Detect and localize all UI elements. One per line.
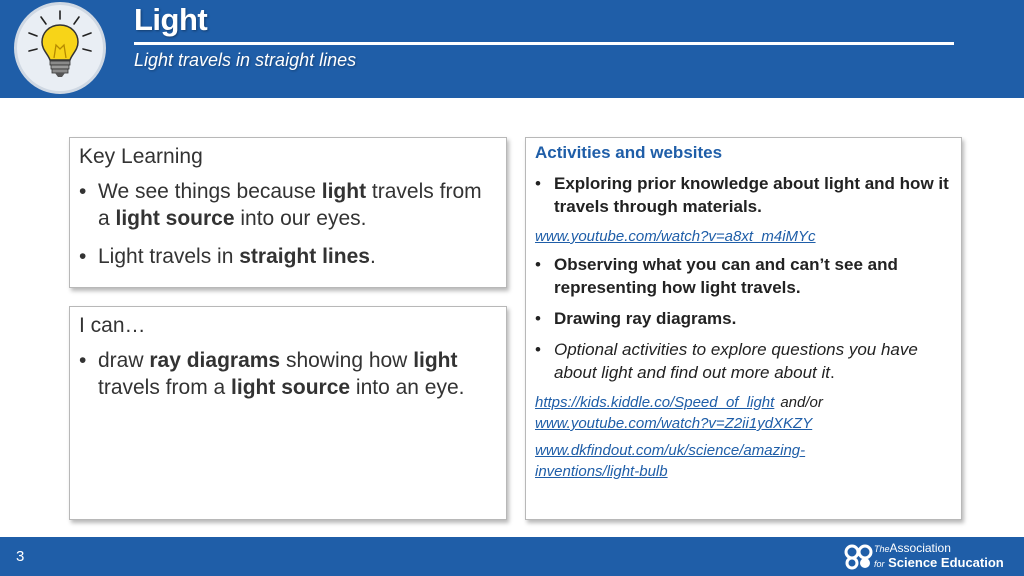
bullet: • <box>79 245 87 268</box>
bullet: • <box>535 340 541 359</box>
bullet: • <box>535 255 541 274</box>
kiddle-link[interactable]: https://kids.kiddle.co/Speed_of_light <box>535 394 775 411</box>
list-item <box>79 178 496 232</box>
bullet: • <box>79 180 87 203</box>
text-segment: travels from a <box>98 180 482 230</box>
list-item <box>79 243 496 270</box>
dkfindout-link[interactable]: www.dkfindout.com/uk/science/amazing-inventions/light-bulb <box>535 442 806 480</box>
activities-heading: Activities and websites <box>535 143 723 162</box>
bold-term: ray diagrams <box>149 349 281 372</box>
key-learning-list <box>79 178 496 270</box>
page-number: 3 <box>16 548 25 565</box>
key-learning-heading: Key Learning <box>79 145 203 168</box>
bullet: • <box>535 174 541 193</box>
text-segment: travels from a <box>98 376 232 399</box>
key-learning-box <box>69 137 507 288</box>
text-segment: into an eye. <box>350 376 465 399</box>
header-bar <box>0 0 1024 98</box>
link-line <box>535 440 865 482</box>
activity-text: Observing what you can and can’t see and representing how light travels. <box>554 255 898 297</box>
link-line <box>535 392 953 413</box>
link-line <box>535 226 953 247</box>
i-can-box <box>69 306 507 520</box>
link-line <box>535 413 953 434</box>
youtube-link-1[interactable]: www.youtube.com/watch?v=a8xt_m4iMYc <box>535 228 816 245</box>
bold-term: straight lines <box>239 245 370 268</box>
footer-bar <box>0 537 1024 576</box>
text-segment: draw <box>98 349 150 372</box>
bold-term: light <box>413 349 458 372</box>
text-segment: Light travels in <box>98 245 240 268</box>
bold-term: light <box>321 180 367 203</box>
ase-logo-icon <box>844 543 874 570</box>
page-title: Light <box>134 2 208 37</box>
activity-item <box>535 307 953 330</box>
i-can-list <box>79 347 496 401</box>
youtube-link-2[interactable]: www.youtube.com/watch?v=Z2ii1ydXKZY <box>535 415 813 432</box>
and-or-text: and/or <box>780 394 823 411</box>
activity-text-end: . <box>829 363 835 382</box>
bullet: • <box>79 349 87 372</box>
text-segment: showing how <box>280 349 414 372</box>
text-segment: . <box>369 245 376 268</box>
lightbulb-icon <box>14 2 106 94</box>
bold-term: light source <box>115 207 235 230</box>
activity-text: Drawing ray diagrams. <box>554 309 737 328</box>
bullet: • <box>535 309 541 328</box>
activity-item <box>535 338 953 384</box>
bold-term: light source <box>231 376 351 399</box>
activity-text: Optional activities to explore questions you have about light and find out more about it <box>554 340 918 382</box>
title-divider <box>134 42 954 45</box>
activities-box <box>525 137 962 520</box>
page-subtitle: Light travels in straight lines <box>134 50 357 70</box>
activity-item <box>535 253 953 299</box>
activity-item <box>535 172 953 218</box>
activity-text: Exploring prior knowledge about light and how it travels through materials. <box>554 174 949 216</box>
text-segment: into our eyes. <box>234 207 367 230</box>
ase-logo-text: TheAssociation for Science Education <box>874 541 1004 570</box>
i-can-heading: I can… <box>79 314 146 337</box>
list-item <box>79 347 496 401</box>
text-segment: We see things because <box>98 180 322 203</box>
